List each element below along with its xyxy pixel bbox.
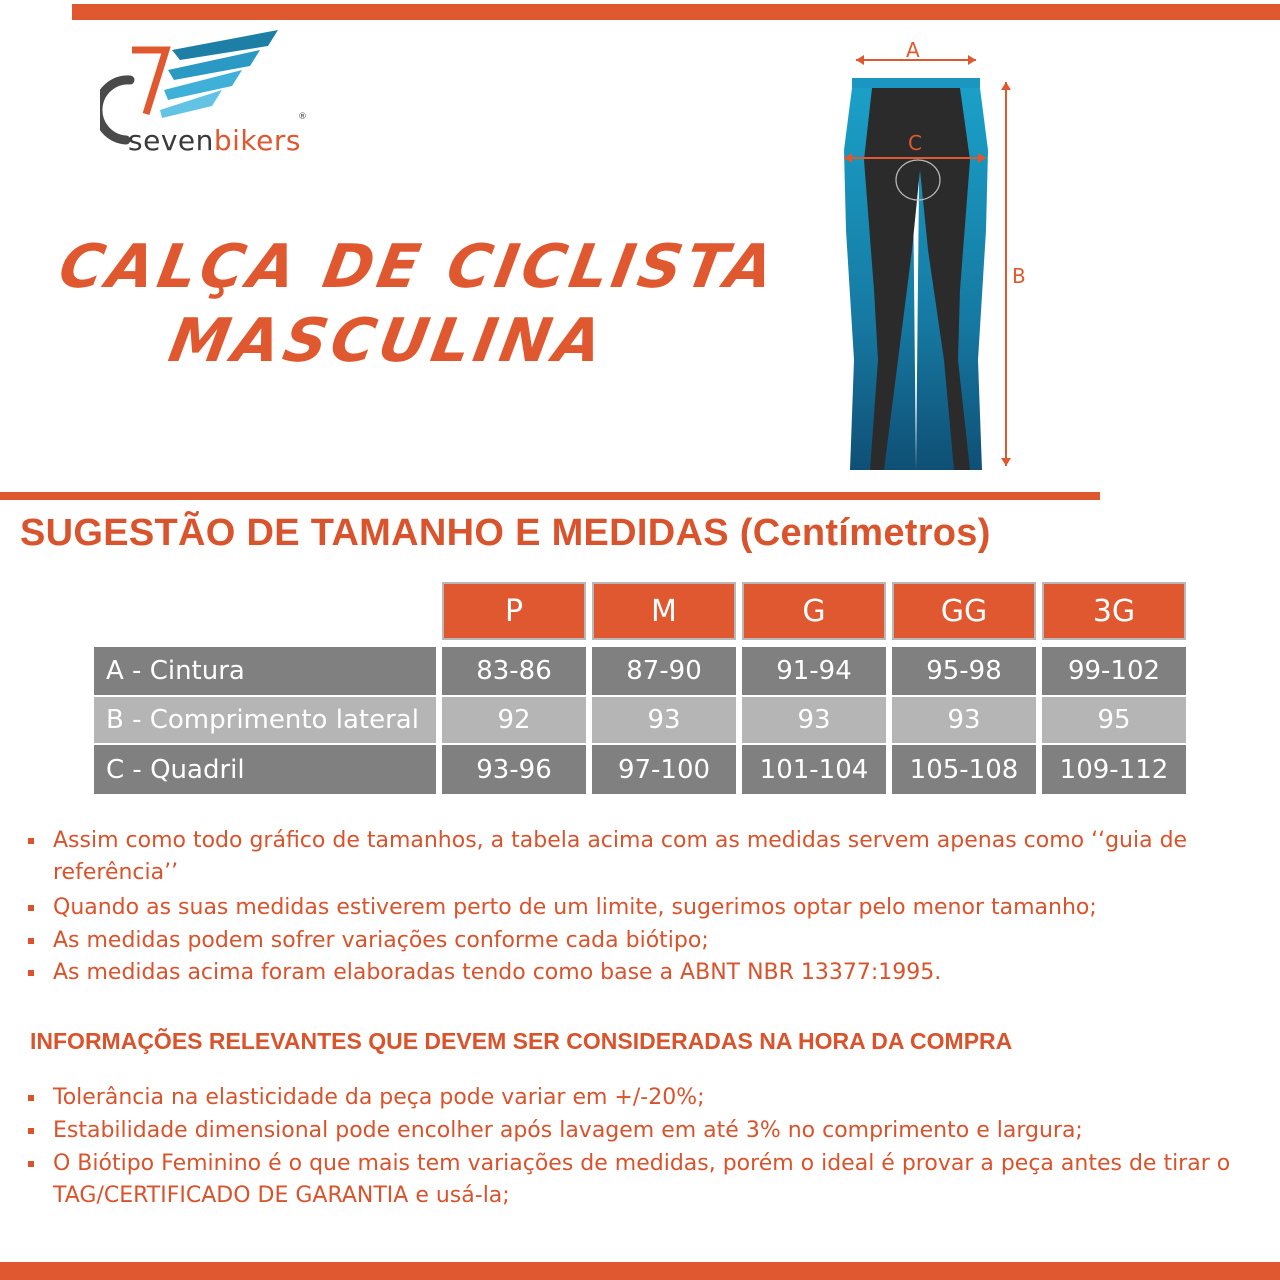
table-cell: 105-108	[892, 745, 1036, 794]
table-corner	[94, 582, 438, 640]
table-cell: 91-94	[742, 647, 886, 695]
dimension-label-b: B	[1012, 264, 1026, 288]
table-cell: 97-100	[592, 745, 736, 794]
note-text: Quando as suas medidas estiverem perto de um limite, sugerimos optar pelo menor tamanho;	[53, 895, 1097, 920]
info-item	[28, 1082, 1233, 1114]
bottom-accent-bar	[0, 1262, 1280, 1280]
info-text: O Biótipo Feminino é o que mais tem variações de medidas, porém o ideal é provar a peça antes de tirar o TAG/CERTIFICADO DE GARANTIA e usá-la;	[53, 1151, 1231, 1208]
note-text: As medidas acima foram elaboradas tendo como base a ABNT NBR 13377:1995.	[53, 960, 942, 985]
row-label-cintura: A - Cintura	[94, 647, 436, 695]
dimension-label-c: C	[908, 131, 922, 155]
bullet-icon	[28, 1128, 34, 1134]
table-cell: 101-104	[742, 745, 886, 794]
row-label-quadril: C - Quadril	[94, 745, 436, 794]
table-cell: 93	[892, 697, 1036, 743]
info-text: Tolerância na elasticidade da peça pode variar em +/-20%;	[53, 1085, 705, 1110]
size-header-m: M	[592, 582, 736, 640]
info-item	[28, 1148, 1233, 1212]
table-cell: 83-86	[442, 647, 586, 695]
cycling-pants-illustration	[820, 30, 1050, 480]
purchase-info-heading: INFORMAÇÕES RELEVANTES QUE DEVEM SER CONSIDERADAS NA HORA DA COMPRA	[30, 1028, 1013, 1054]
table-cell: 87-90	[592, 647, 736, 695]
table-cell: 109-112	[1042, 745, 1186, 794]
size-header-p: P	[442, 582, 586, 640]
brand-name-part1: seven	[128, 124, 214, 157]
table-cell: 93	[742, 697, 886, 743]
note-text: Assim como todo gráfico de tamanhos, a tabela acima com as medidas servem apenas como ‘‘guia de referência’’	[53, 828, 1188, 885]
info-text: Estabilidade dimensional pode encolher após lavagem em até 3% no comprimento e largura;	[53, 1118, 1083, 1143]
registered-mark: ®	[298, 112, 307, 122]
dimension-label-a: A	[906, 38, 920, 62]
brand-wordmark	[128, 124, 301, 157]
note-item	[28, 957, 1233, 989]
table-cell: 93-96	[442, 745, 586, 794]
bullet-icon	[28, 1161, 34, 1167]
table-cell: 99-102	[1042, 647, 1186, 695]
bullet-icon	[28, 970, 34, 976]
table-cell: 95	[1042, 697, 1186, 743]
note-item	[28, 825, 1233, 889]
size-section-heading: SUGESTÃO DE TAMANHO E MEDIDAS (Centímetros)	[20, 512, 991, 554]
row-label-comprimento: B - Comprimento lateral	[94, 697, 436, 743]
size-header-g: G	[742, 582, 886, 640]
product-title-line2: MASCULINA	[163, 306, 612, 376]
note-text: As medidas podem sofrer variações conforme cada biótipo;	[53, 928, 709, 953]
bullet-icon	[28, 905, 34, 911]
brand-name-part2: bikers	[213, 124, 301, 157]
bullet-icon	[28, 938, 34, 944]
note-item	[28, 925, 1233, 957]
size-header-gg: GG	[892, 582, 1036, 640]
info-item	[28, 1115, 1233, 1147]
table-cell: 92	[442, 697, 586, 743]
top-accent-bar	[72, 4, 1280, 20]
size-header-3g: 3G	[1042, 582, 1186, 640]
section-divider-bar	[0, 492, 1100, 500]
table-cell: 93	[592, 697, 736, 743]
table-cell: 95-98	[892, 647, 1036, 695]
note-item	[28, 892, 1233, 924]
bullet-icon	[28, 838, 34, 844]
bullet-icon	[28, 1095, 34, 1101]
product-title-line1: CALÇA DE CICLISTA	[53, 232, 783, 302]
